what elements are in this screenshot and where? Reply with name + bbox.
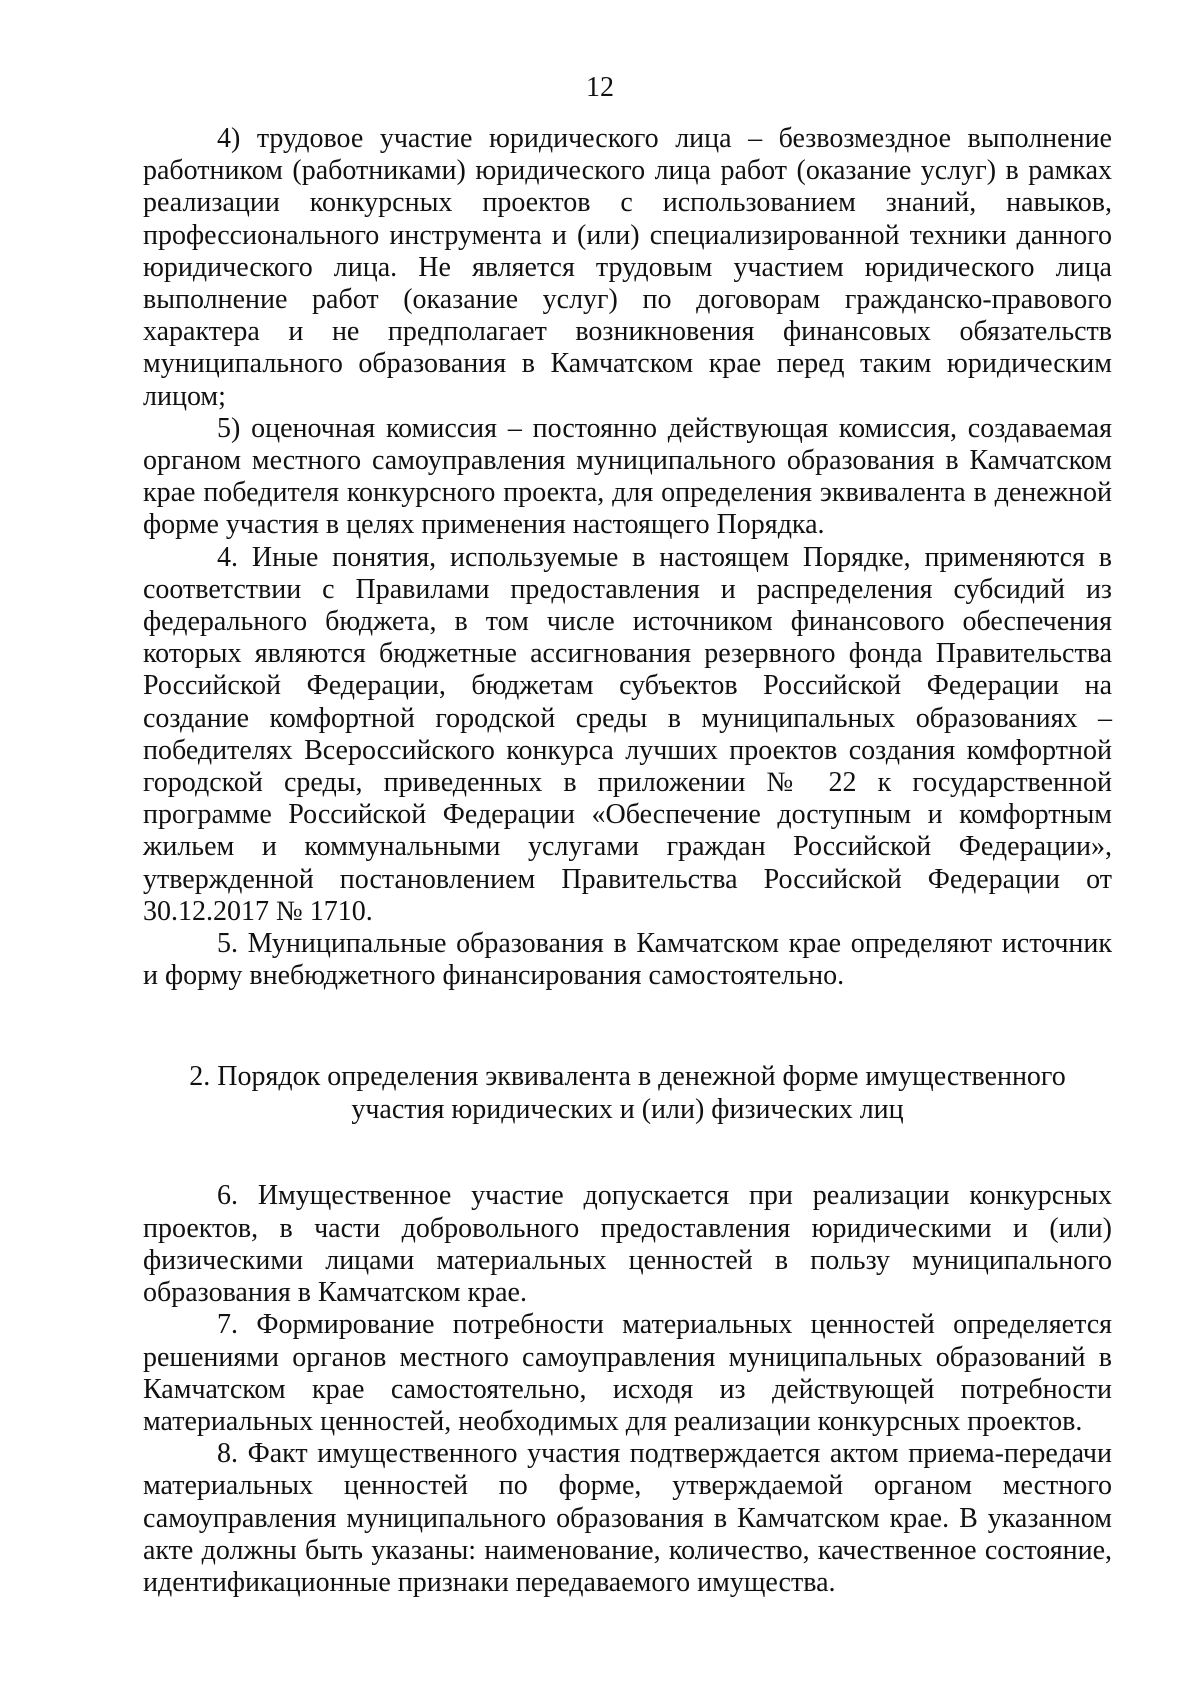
section-heading-line-1: 2. Порядок определения эквивалента в денежной форме имущественного: [189, 1061, 1066, 1093]
paragraph-clause-5-financing-source: 5. Муниципальные образования в Камчатском крае определяют источник и форму внебюджетного финансирования самостоятельно.: [143, 928, 1112, 992]
paragraph-clause-7-material-needs: 7. Формирование потребности материальных ценностей определяется решениями органов местного самоуправления муниципальных образований в Камчатском крае самостоятельно, исходя из действующей потребности материальных ценностей, необходимых для реализации конкурсных проектов.: [143, 1309, 1112, 1437]
paragraph-item-4-labor-participation: 4) трудовое участие юридического лица – безвозмездное выполнение работником (работниками) юридического лица работ (оказание услуг) в рамках реализации конкурсных проектов с использованием знаний, навыков, профессионального инструмента и (или) специализированной техники данного юридического лица. Не является трудовым участием юридического лица выполнение работ (оказание услуг) по договорам гражданско-правового характера и не предполагает возникновения финансовых обязательств муниципального образования в Камчатском крае перед таким юридическим лицом;: [143, 123, 1112, 412]
paragraph-clause-4-other-terms: 4. Иные понятия, используемые в настоящем Порядке, применяются в соответствии с Правилами предоставления и распределения субсидий из федерального бюджета, в том числе источником финансового обеспечения которых являются бюджетные ассигнования резервного фонда Правительства Российской Федерации, бюджетам субъектов Российской Федерации на создание комфортной городской среды в муниципальных образованиях – победителях Всероссийского конкурса лучших проектов создания комфортной городской среды, приведенных в приложении № 22 к государственной программе Российской Федерации «Обеспечение доступным и комфортным жильем и коммунальными услугами граждан Российской Федерации», утвержденной постановлением Правительства Российской Федерации от 30.12.2017 № 1710.: [143, 541, 1112, 927]
paragraph-clause-8-transfer-act: 8. Факт имущественного участия подтверждается актом приема-передачи материальных ценностей по форме, утверждаемой органом местного самоуправления муниципального образования в Камчатском крае. В указанном акте должны быть указаны: наименование, количество, качественное состояние, идентификационные признаки передаваемого имущества.: [143, 1438, 1112, 1598]
document-body: [143, 123, 1112, 1599]
section-heading: [143, 1060, 1112, 1126]
paragraph-clause-6-property-participation: 6. Имущественное участие допускается при реализации конкурсных проектов, в части добровольного предоставления юридическими и (или) физическими лицами материальных ценностей в пользу муниципального образования в Камчатском крае.: [143, 1180, 1112, 1309]
page-number: 12: [586, 72, 614, 103]
paragraph-item-5-evaluation-commission: 5) оценочная комиссия – постоянно действующая комиссия, создаваемая органом местного самоуправления муниципального образования в Камчатском крае победителя конкурсного проекта, для определения эквивалента в денежной форме участия в целях применения настоящего Порядка.: [143, 412, 1112, 541]
section-heading-line-2: участия юридических и (или) физических лиц: [351, 1094, 904, 1126]
